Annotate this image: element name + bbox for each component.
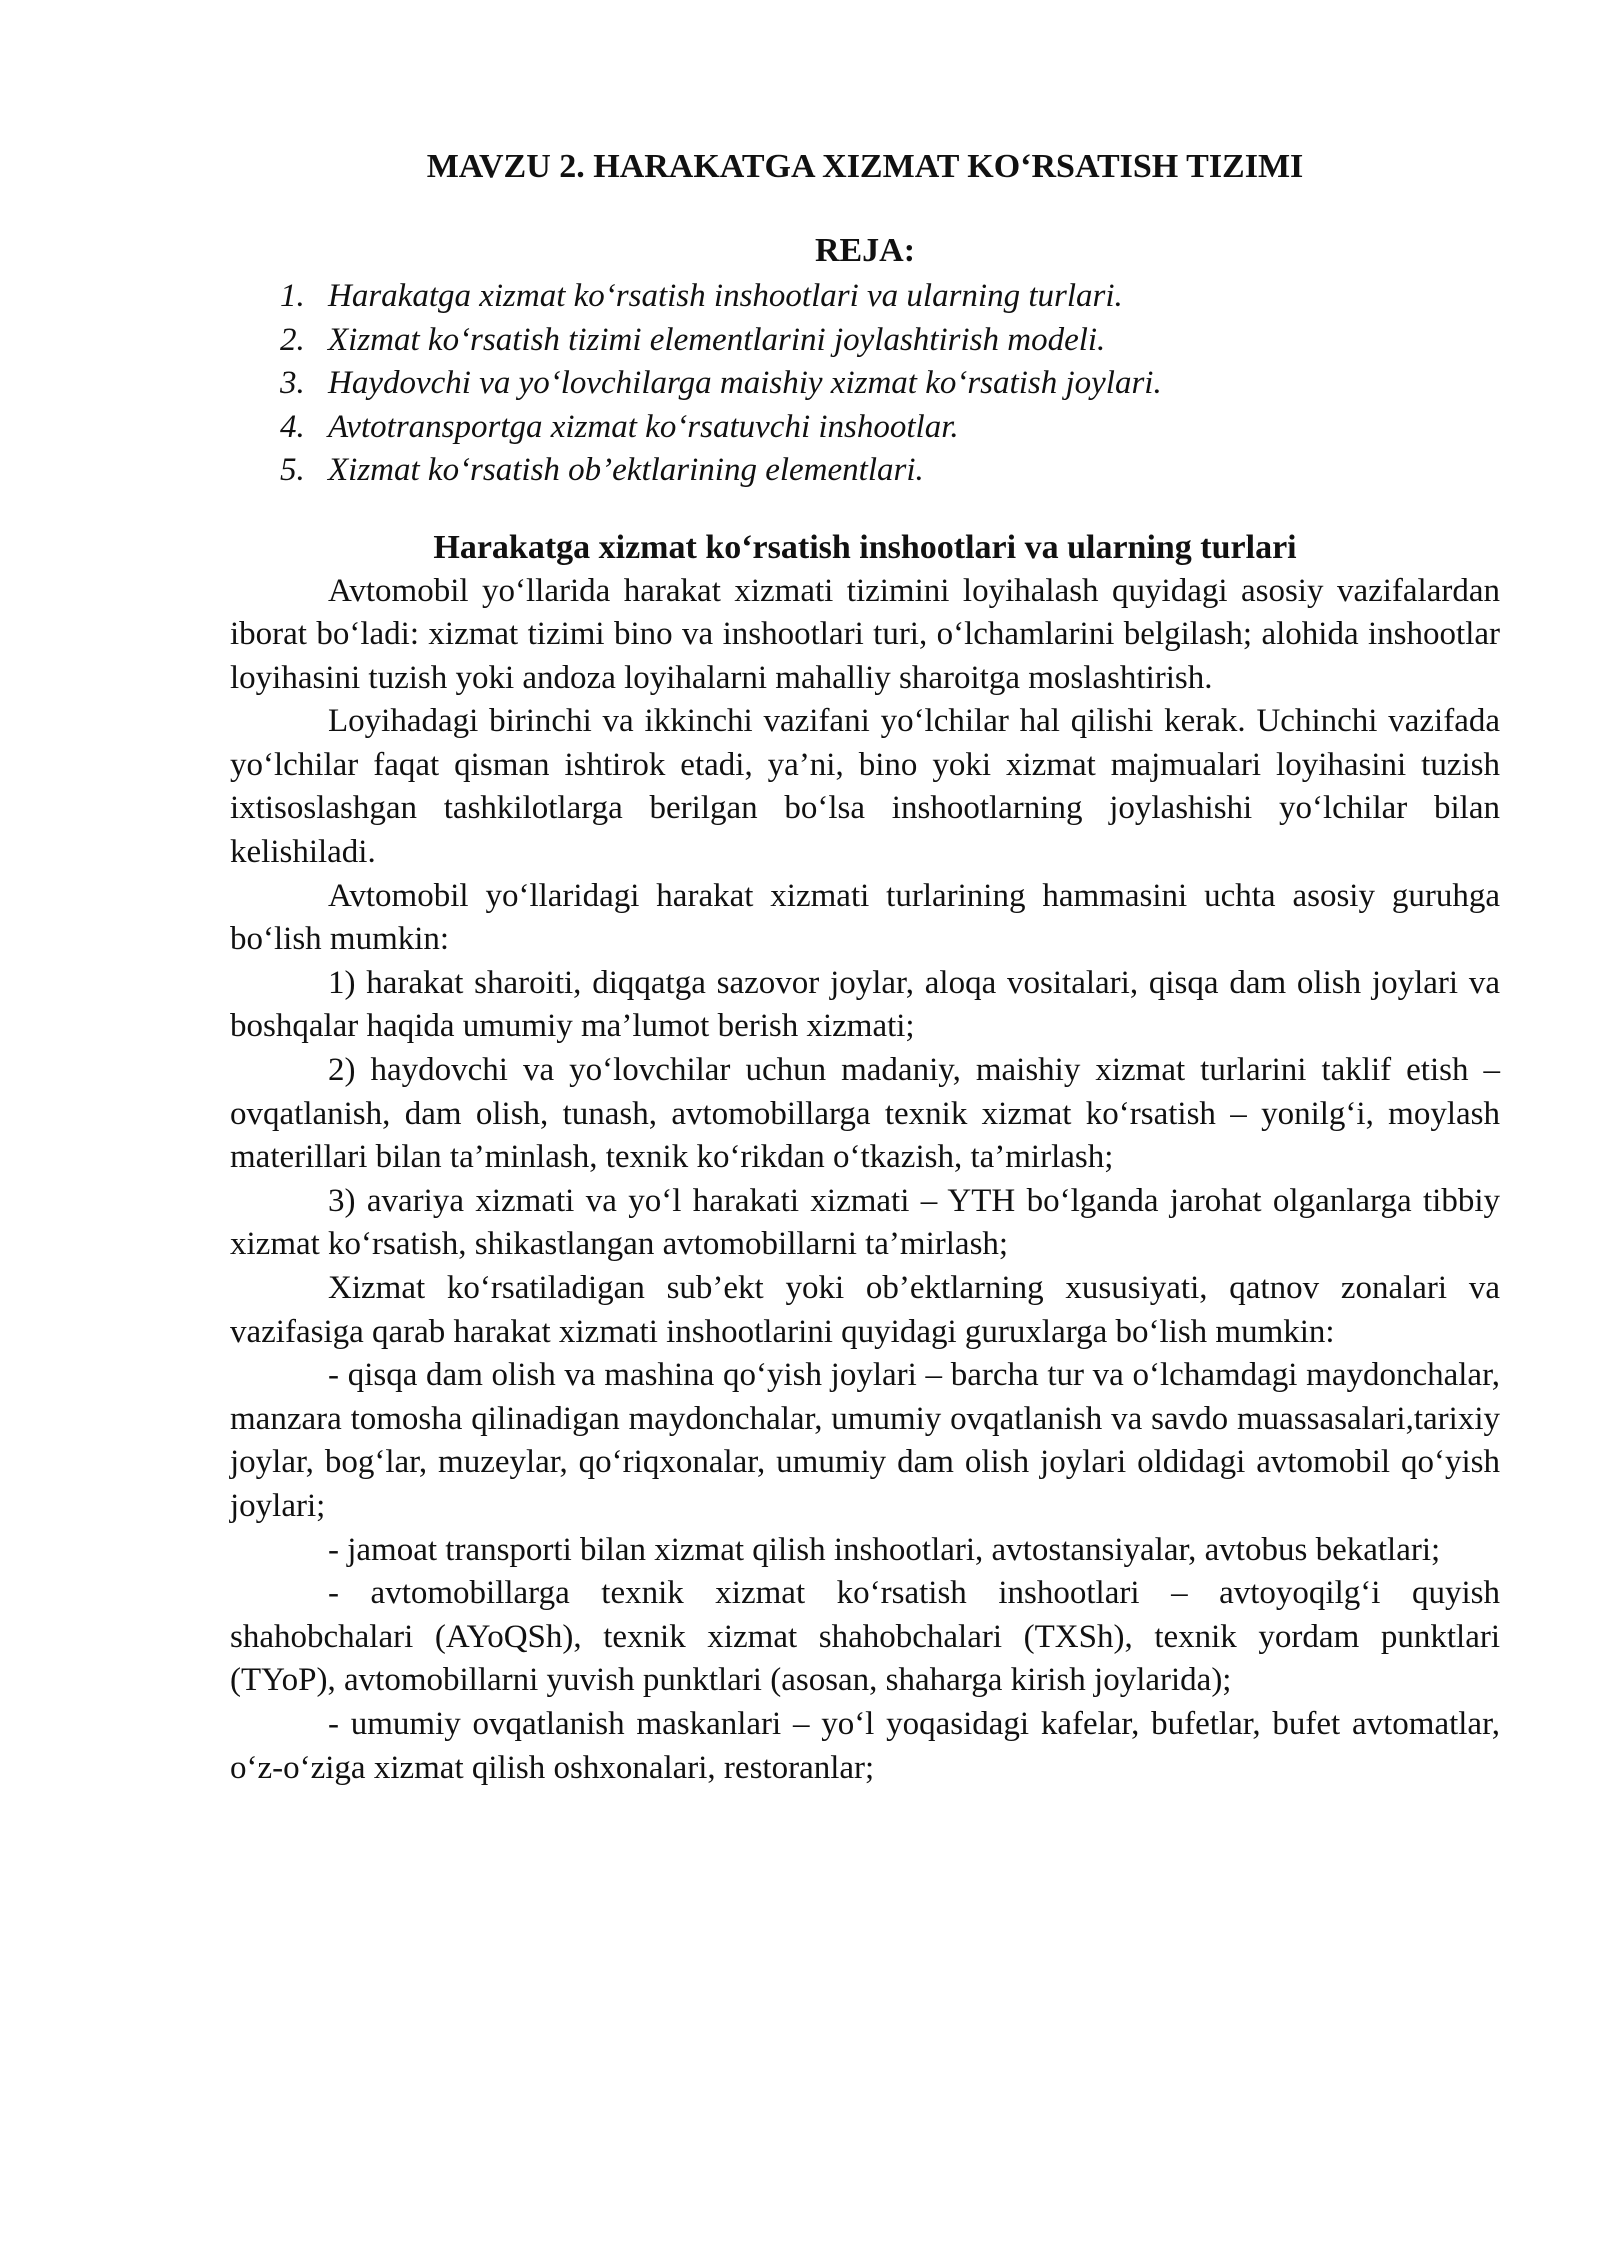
plan-list	[230, 275, 1500, 493]
paragraph: Loyihadagi birinchi va ikkinchi vazifani yo‘lchilar hal qilishi kerak. Uchinchi vazifada yo‘lchilar faqat qisman ishtirok etadi, ya’ni, bino yoki xizmat majmualari loyihasini tuzish ixtisoslashgan tashkilotlarga berilgan bo‘lsa inshootlarning joylashishi yo‘lchilar bilan kelishiladi.	[230, 703, 1500, 871]
paragraph: 3) avariya xizmati va yo‘l harakati xizmati – YTH bo‘lganda jarohat olganlarga tibbiy xizmat ko‘rsatish, shikastlangan avtomobillarni ta’mirlash;	[230, 1182, 1500, 1263]
paragraph: - avtomobillarga texnik xizmat ko‘rsatish inshootlari – avtoyoqilg‘i quyish shahobchalari (AYoQSh), texnik xizmat shahobchalari (TXSh), texnik yordam punktlari (TYoP), avtomobillarni yuvish punktlari (asosan, shaharga kirish joylarida);	[230, 1575, 1500, 1699]
plan-item: 3. Haydovchi va yo‘lovchilarga maishiy xizmat ko‘rsatish joylari.	[280, 365, 1162, 401]
paragraph: - jamoat transporti bilan xizmat qilish inshootlari, avtostansiyalar, avtobus bekatlari;	[328, 1531, 1441, 1568]
document-page	[230, 145, 1500, 1790]
paragraph: - qisqa dam olish va mashina qo‘yish joylari – barcha tur va o‘lchamdagi maydonchalar, manzara tomosha qilinadigan maydonchalar, umumiy ovqatlanish va savdo muassasalari,tarixiy joylar, bog‘lar, muzeylar, qo‘riqxonalar, umumiy dam olish joylari oldidagi avtomobil qo‘yish joylari;	[230, 1357, 1500, 1524]
plan-item: 4. Avtotransportga xizmat ko‘rsatuvchi inshootlar.	[280, 408, 959, 445]
paragraph: 2) haydovchi va yo‘lovchilar uchun madaniy, maishiy xizmat turlarini taklif etish – ovqatlanish, dam olish, tunash, avtomobillarga texnik xizmat ko‘rsatish – yonilg‘i, moylash materillari bilan ta’minlash, texnik ko‘rikdan o‘tkazish, ta’mirlash;	[230, 1052, 1500, 1176]
plan-heading: REJA:	[814, 232, 916, 269]
plan-item: 1. Harakatga xizmat ko‘rsatish inshootlari va ularning turlari.	[280, 278, 1123, 314]
paragraph: Avtomobil yo‘llaridagi harakat xizmati turlarining hammasini uchta asosiy guruhga bo‘lish mumkin:	[230, 877, 1500, 958]
document-title: MAVZU 2. HARAKATGA XIZMAT KO‘RSATISH TIZIMI	[426, 148, 1304, 185]
plan-item: 2. Xizmat ko‘rsatish tizimi elementlarini joylashtirish modeli.	[280, 321, 1106, 358]
plan-item: 5. Xizmat ko‘rsatish ob’ektlarining elementlari.	[280, 452, 924, 488]
body-text	[230, 570, 1500, 1791]
paragraph: Xizmat ko‘rsatiladigan sub’ekt yoki ob’ektlarning xususiyati, qatnov zonalari va vazifasiga qarab harakat xizmati inshootlarini quyidagi guruxlarga bo‘lish mumkin:	[230, 1270, 1500, 1350]
section-title: Harakatga xizmat ko‘rsatish inshootlari va ularning turlari	[433, 528, 1297, 566]
paragraph: 1) harakat sharoiti, diqqatga sazovor joylar, aloqa vositalari, qisqa dam olish joylari va boshqalar haqida umumiy ma’lumot berish xizmati;	[230, 964, 1500, 1045]
paragraph: - umumiy ovqatlanish maskanlari – yo‘l yoqasidagi kafelar, bufetlar, bufet avtomatlar, o‘z-o‘ziga xizmat qilish oshxonalari, restoranlar;	[230, 1705, 1500, 1786]
paragraph: Avtomobil yo‘llarida harakat xizmati tizimini loyihalash quyidagi asosiy vazifalardan iborat bo‘ladi: xizmat tizimi bino va inshootlari turi, o‘lchamlarini belgilash; alohida inshootlar loyihasini tuzish yoki andoza loyihalarni mahalliy sharoitga moslashtirish.	[230, 572, 1500, 696]
